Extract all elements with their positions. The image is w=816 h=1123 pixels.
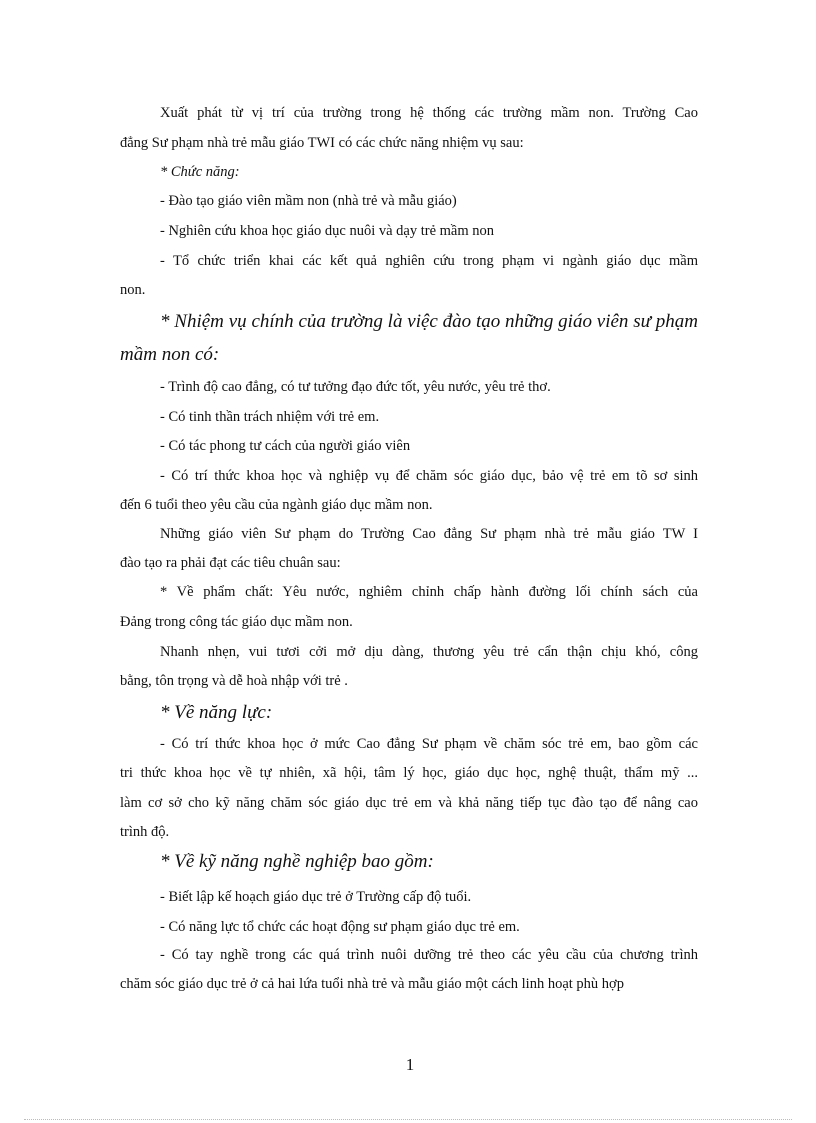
paragraph-line: trình độ. bbox=[120, 824, 170, 840]
paragraph-line: đến 6 tuổi theo yêu cầu của ngành giáo dục mầm non. bbox=[120, 497, 433, 513]
paragraph-line: Những giáo viên Sư phạm do Trường Cao đẳng Sư phạm nhà trẻ mẫu giáo TW I bbox=[160, 526, 698, 542]
page-bottom-divider bbox=[24, 1119, 792, 1120]
list-item: - Tổ chức triển khai các kết quả nghiên cứu trong phạm vi ngành giáo dục mầm bbox=[160, 253, 698, 269]
paragraph-line: đào tạo ra phải đạt các tiêu chuân sau: bbox=[120, 555, 341, 571]
paragraph-line: đẳng Sư phạm nhà trẻ mẫu giáo TWI có các chức năng nhiệm vụ sau: bbox=[120, 135, 524, 151]
list-item: - Có trí thức khoa học ở mức Cao đẳng Sư phạm về chăm sóc trẻ em, bao gồm các bbox=[160, 736, 698, 752]
list-item: - Đào tạo giáo viên mầm non (nhà trẻ và mẫu giáo) bbox=[160, 193, 457, 209]
section-heading: * Về năng lực: bbox=[160, 702, 273, 723]
list-item: - Có tay nghề trong các quá trình nuôi dưỡng trẻ theo các yêu cầu của chương trình bbox=[160, 947, 698, 963]
section-heading: * Chức năng: bbox=[160, 164, 240, 180]
paragraph-line: * Về phẩm chất: Yêu nước, nghiêm chỉnh chấp hành đường lối chính sách của bbox=[160, 584, 698, 600]
paragraph-line: Xuất phát từ vị trí của trường trong hệ thống các trường mầm non. Trường Cao bbox=[160, 105, 698, 121]
section-heading: mầm non có: bbox=[120, 344, 220, 365]
list-item: - Nghiên cứu khoa học giáo dục nuôi và dạy trẻ mầm non bbox=[160, 223, 495, 239]
paragraph-line: chăm sóc giáo dục trẻ ở cả hai lứa tuổi nhà trẻ và mẫu giáo một cách linh hoạt phù hợp bbox=[120, 976, 624, 992]
paragraph-line: bằng, tôn trọng và dễ hoà nhập với trẻ . bbox=[120, 673, 348, 689]
list-item: - Có tác phong tư cách của người giáo viên bbox=[160, 438, 411, 454]
list-item: - Có năng lực tổ chức các hoạt động sư phạm giáo dục trẻ em. bbox=[160, 919, 520, 935]
list-item: - Biết lập kế hoạch giáo dục trẻ ở Trường cấp độ tuổi. bbox=[160, 889, 472, 905]
paragraph-line: làm cơ sở cho kỹ năng chăm sóc giáo dục trẻ em và khả năng tiếp tục đào tạo để nâng cao bbox=[120, 795, 698, 811]
section-heading: * Về kỹ năng nghề nghiệp bao gồm: bbox=[160, 851, 434, 872]
page-number: 1 bbox=[405, 1055, 415, 1074]
paragraph-line: Đảng trong công tác giáo dục mầm non. bbox=[120, 614, 353, 630]
paragraph-line: Nhanh nhẹn, vui tươi cởi mở dịu dàng, thương yêu trẻ cẩn thận chịu khó, công bbox=[160, 644, 698, 660]
section-heading: * Nhiệm vụ chính của trường là việc đào tạo những giáo viên sư phạm bbox=[160, 311, 698, 332]
paragraph-line: tri thức khoa học về tự nhiên, xã hội, tâm lý học, giáo dục học, nghệ thuật, thẩm mỹ ... bbox=[120, 765, 698, 781]
list-item: - Có trí thức khoa học và nghiệp vụ để chăm sóc giáo dục, bảo vệ trẻ em tõ sơ sinh bbox=[160, 468, 698, 484]
list-item: - Trình độ cao đẳng, có tư tưởng đạo đức tốt, yêu nước, yêu trẻ thơ. bbox=[160, 379, 551, 395]
list-item: - Có tinh thần trách nhiệm với trẻ em. bbox=[160, 409, 380, 425]
paragraph-line: non. bbox=[120, 282, 146, 298]
